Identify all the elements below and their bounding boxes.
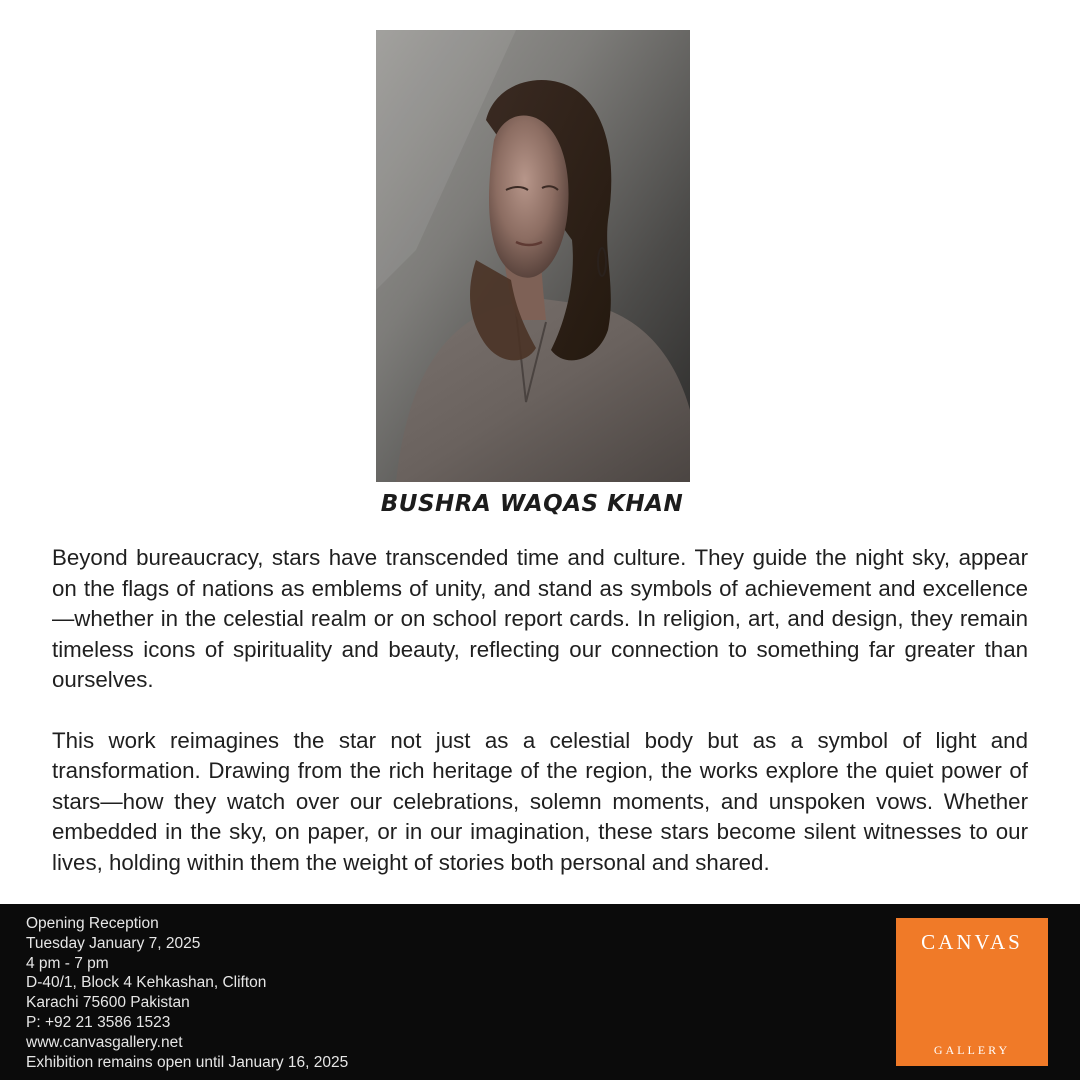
opening-reception-label: Opening Reception (26, 915, 159, 932)
canvas-gallery-logo (896, 918, 1048, 1066)
statement-paragraph-2: This work reimagines the star not just as a celestial body but as a symbol of light and transformation. Drawing from the rich heritage of the region, the works explore the quiet power of stars—how they watch over our celebrations, solemn moments, and unspoken vows. Whether embedded in the sky, on paper, or in our imagination, these stars become silent witnesses to our lives, holding within them the weight of stories both personal and shared. (52, 727, 1028, 875)
website-link[interactable]: www.canvasgallery.net (26, 1033, 183, 1051)
phone-number: P: +92 21 3586 1523 (26, 1013, 171, 1031)
artist-name: BUSHRA WAQAS KHAN (380, 491, 684, 517)
logo-text-gallery: GALLERY (933, 1043, 1011, 1057)
address-line-2: Karachi 75600 Pakistan (26, 994, 190, 1012)
statement-paragraph-1: Beyond bureaucracy, stars have transcended time and culture. They guide the night sky, appear on the flags of nations as emblems of unity, and stand as symbols of achievement and excellence—whether in the celestial realm or on school report cards. In religion, art, and design, they remain timeless icons of spirituality and beauty, reflecting our connection to something far greater than ourselves. (52, 545, 1028, 692)
artist-portrait-photo (376, 30, 690, 482)
exhibition-closing-note: Exhibition remains open until January 16, 2025 (26, 1053, 349, 1071)
reception-date: Tuesday January 7, 2025 (26, 934, 201, 952)
address-line-1: D-40/1, Block 4 Kehkashan, Clifton (26, 974, 267, 992)
event-info-footer (0, 904, 1080, 1080)
portrait-illustration (376, 30, 690, 482)
reception-time: 4 pm - 7 pm (26, 954, 109, 972)
logo-text-canvas: CANVAS (921, 930, 1023, 954)
artist-statement (52, 543, 1028, 878)
event-details (26, 914, 348, 1072)
